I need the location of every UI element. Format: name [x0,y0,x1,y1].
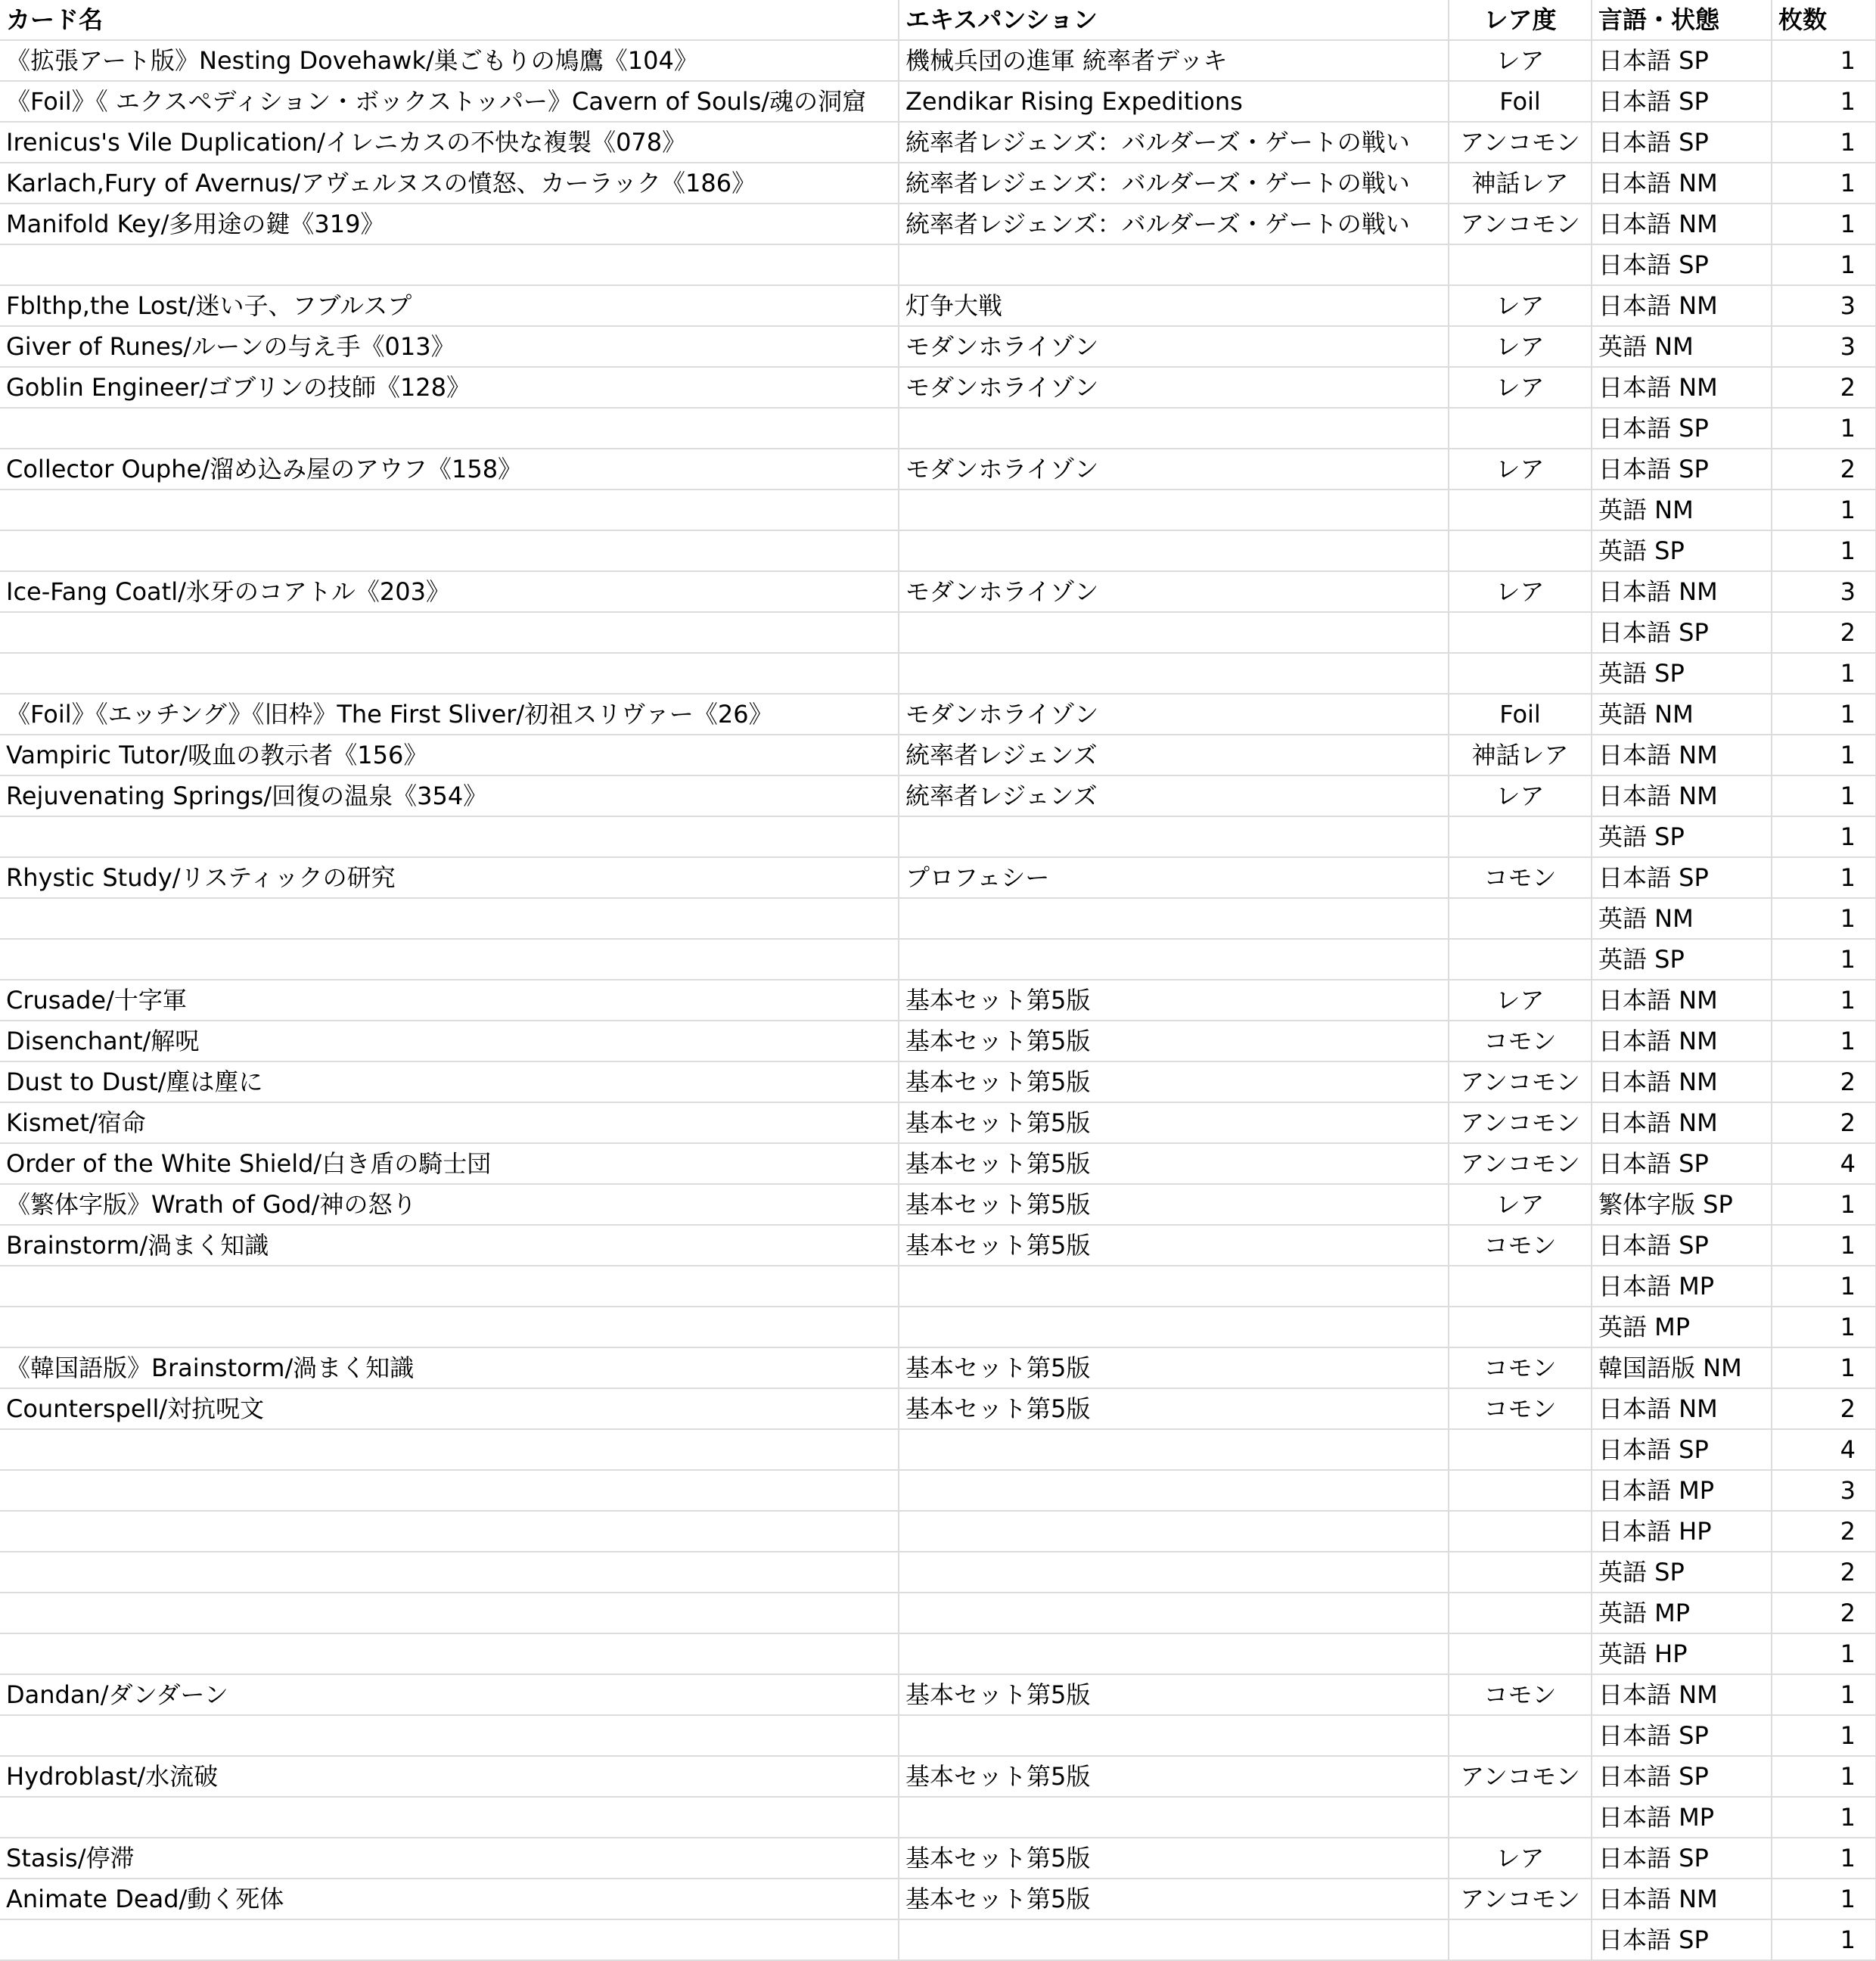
cell-rarity: コモン [1449,1225,1592,1266]
cell-expansion: 統率者レジェンズ [899,735,1449,775]
cell-language-condition: 英語 HP [1592,1633,1772,1674]
cell-expansion [899,1593,1449,1633]
table-row [0,1470,1876,1511]
cell-expansion: 基本セット第5版 [899,1225,1449,1266]
cell-language-condition: 日本語 NM [1592,1879,1772,1919]
cell-quantity: 1 [1772,653,1876,694]
cell-card-name: 《韓国語版》Brainstorm/渦まく知識 [0,1347,899,1388]
cell-language-condition: 日本語 NM [1592,980,1772,1021]
cell-expansion: 基本セット第5版 [899,1838,1449,1879]
cell-language-condition: 日本語 NM [1592,204,1772,244]
table-row [0,1593,1876,1633]
cell-rarity: コモン [1449,1021,1592,1061]
cell-card-name: Vampiric Tutor/吸血の教示者《156》 [0,735,899,775]
cell-rarity [1449,898,1592,939]
cell-quantity: 1 [1772,1756,1876,1797]
cell-card-name [0,1633,899,1674]
cell-expansion: 基本セット第5版 [899,1879,1449,1919]
cell-expansion: モダンホライゾン [899,326,1449,367]
cell-quantity: 1 [1772,1021,1876,1061]
cell-quantity: 3 [1772,571,1876,612]
cell-rarity: アンコモン [1449,204,1592,244]
table-row [0,612,1876,653]
cell-rarity [1449,653,1592,694]
cell-quantity: 4 [1772,1143,1876,1184]
cell-quantity: 1 [1772,244,1876,285]
cell-language-condition: 日本語 NM [1592,285,1772,326]
cell-language-condition: 英語 SP [1592,1552,1772,1593]
cell-card-name: Dust to Dust/塵は塵に [0,1061,899,1102]
cell-quantity: 2 [1772,1552,1876,1593]
cell-rarity: アンコモン [1449,1102,1592,1143]
cell-quantity: 1 [1772,204,1876,244]
cell-quantity: 1 [1772,122,1876,163]
cell-card-name: Irenicus's Vile Duplication/イレニカスの不快な複製《078》 [0,122,899,163]
cell-card-name [0,1470,899,1511]
cell-language-condition: 英語 MP [1592,1307,1772,1347]
cell-language-condition: 日本語 NM [1592,1388,1772,1429]
cell-quantity: 1 [1772,694,1876,735]
cell-quantity: 2 [1772,1593,1876,1633]
cell-rarity: レア [1449,367,1592,408]
cell-rarity: 神話レア [1449,735,1592,775]
cell-language-condition: 英語 SP [1592,939,1772,980]
cell-rarity: レア [1449,571,1592,612]
cell-language-condition: 日本語 SP [1592,857,1772,898]
cell-card-name [0,653,899,694]
cell-card-name [0,1797,899,1838]
table-header [0,0,1876,40]
cell-language-condition: 日本語 SP [1592,1143,1772,1184]
cell-quantity: 1 [1772,1797,1876,1838]
cell-rarity: アンコモン [1449,1143,1592,1184]
cell-rarity: レア [1449,1838,1592,1879]
cell-rarity [1449,816,1592,857]
cell-language-condition: 日本語 SP [1592,1838,1772,1879]
cell-rarity [1449,530,1592,571]
cell-language-condition: 日本語 MP [1592,1266,1772,1307]
table-row [0,1552,1876,1593]
cell-card-name: Giver of Runes/ルーンの与え手《013》 [0,326,899,367]
cell-rarity [1449,1511,1592,1552]
cell-language-condition: 繁体字版 SP [1592,1184,1772,1225]
cell-quantity: 3 [1772,326,1876,367]
cell-language-condition: 英語 NM [1592,489,1772,530]
table-row [0,1633,1876,1674]
cell-expansion [899,653,1449,694]
table-row [0,40,1876,81]
cell-card-name: Disenchant/解呪 [0,1021,899,1061]
cell-rarity: Foil [1449,694,1592,735]
table-row [0,530,1876,571]
cell-quantity: 1 [1772,816,1876,857]
header-quantity: 枚数 [1772,0,1876,40]
cell-rarity [1449,1429,1592,1470]
cell-expansion: 基本セット第5版 [899,1102,1449,1143]
cell-quantity: 1 [1772,775,1876,816]
cell-expansion [899,1511,1449,1552]
cell-quantity: 1 [1772,1838,1876,1879]
cell-expansion: 基本セット第5版 [899,1388,1449,1429]
cell-card-name: Collector Ouphe/溜め込み屋のアウフ《158》 [0,449,899,489]
cell-language-condition: 日本語 NM [1592,1674,1772,1715]
cell-quantity: 1 [1772,40,1876,81]
cell-card-name [0,1715,899,1756]
table-row [0,939,1876,980]
cell-quantity: 4 [1772,1429,1876,1470]
table-row [0,775,1876,816]
cell-expansion [899,1633,1449,1674]
table-row [0,1756,1876,1797]
table-row [0,571,1876,612]
cell-language-condition: 日本語 SP [1592,122,1772,163]
cell-language-condition: 英語 SP [1592,530,1772,571]
header-language-condition: 言語・状態 [1592,0,1772,40]
cell-rarity: アンコモン [1449,122,1592,163]
cell-rarity [1449,1470,1592,1511]
cell-rarity [1449,1919,1592,1960]
cell-rarity: レア [1449,449,1592,489]
cell-rarity [1449,408,1592,449]
cell-quantity: 2 [1772,612,1876,653]
cell-quantity: 1 [1772,939,1876,980]
table-row [0,163,1876,204]
table-row [0,857,1876,898]
cell-card-name [0,612,899,653]
table-row [0,1021,1876,1061]
cell-card-name [0,816,899,857]
cell-language-condition: 日本語 HP [1592,1511,1772,1552]
cell-language-condition: 日本語 SP [1592,449,1772,489]
cell-quantity: 1 [1772,1184,1876,1225]
cell-expansion: Zendikar Rising Expeditions [899,81,1449,122]
cell-expansion [899,244,1449,285]
table-row [0,367,1876,408]
cell-quantity: 1 [1772,857,1876,898]
cell-quantity: 1 [1772,1674,1876,1715]
cell-expansion: プロフェシー [899,857,1449,898]
cell-rarity: アンコモン [1449,1756,1592,1797]
cell-expansion [899,1266,1449,1307]
cell-quantity: 2 [1772,367,1876,408]
table-row [0,1184,1876,1225]
table-row [0,1429,1876,1470]
cell-expansion: 統率者レジェンズ [899,775,1449,816]
cell-quantity: 1 [1772,898,1876,939]
cell-language-condition: 日本語 SP [1592,1919,1772,1960]
table-row [0,326,1876,367]
header-rarity: レア度 [1449,0,1592,40]
cell-rarity: コモン [1449,1347,1592,1388]
cell-card-name [0,1919,899,1960]
cell-rarity [1449,939,1592,980]
cell-quantity: 3 [1772,1470,1876,1511]
cell-rarity [1449,1307,1592,1347]
cell-language-condition: 英語 NM [1592,326,1772,367]
cell-language-condition: 日本語 SP [1592,612,1772,653]
cell-expansion: 灯争大戦 [899,285,1449,326]
cell-card-name: Counterspell/対抗呪文 [0,1388,899,1429]
cell-expansion: 基本セット第5版 [899,1674,1449,1715]
cell-card-name: Dandan/ダンダーン [0,1674,899,1715]
cell-rarity: レア [1449,40,1592,81]
cell-language-condition: 英語 NM [1592,898,1772,939]
cell-card-name: Rhystic Study/リスティックの研究 [0,857,899,898]
cell-language-condition: 日本語 SP [1592,1756,1772,1797]
cell-rarity [1449,1633,1592,1674]
cell-language-condition: 日本語 SP [1592,1225,1772,1266]
cell-expansion [899,1919,1449,1960]
cell-expansion: モダンホライゾン [899,449,1449,489]
cell-card-name [0,244,899,285]
table-body [0,40,1876,1960]
cell-card-name [0,1266,899,1307]
table-row [0,1266,1876,1307]
table-row [0,1511,1876,1552]
cell-card-name: Rejuvenating Springs/回復の温泉《354》 [0,775,899,816]
cell-card-name: Goblin Engineer/ゴブリンの技師《128》 [0,367,899,408]
table-row [0,1347,1876,1388]
cell-expansion: 基本セット第5版 [899,1021,1449,1061]
cell-language-condition: 日本語 NM [1592,775,1772,816]
cell-quantity: 1 [1772,1633,1876,1674]
cell-quantity: 1 [1772,980,1876,1021]
cell-language-condition: 日本語 SP [1592,1715,1772,1756]
cell-language-condition: 日本語 NM [1592,163,1772,204]
cell-expansion [899,1307,1449,1347]
header-row [0,0,1876,40]
cell-card-name [0,898,899,939]
table-row [0,1919,1876,1960]
cell-rarity [1449,1266,1592,1307]
cell-card-name: Hydroblast/水流破 [0,1756,899,1797]
table-row [0,735,1876,775]
cell-quantity: 1 [1772,735,1876,775]
table-row [0,653,1876,694]
table-row [0,1838,1876,1879]
cell-expansion [899,939,1449,980]
cell-rarity [1449,1552,1592,1593]
cell-expansion: 基本セット第5版 [899,1184,1449,1225]
cell-rarity: レア [1449,326,1592,367]
cell-expansion: 統率者レジェンズ：バルダーズ・ゲートの戦い [899,122,1449,163]
cell-rarity [1449,489,1592,530]
cell-expansion [899,898,1449,939]
cell-expansion: 基本セット第5版 [899,980,1449,1021]
cell-quantity: 1 [1772,489,1876,530]
table-row [0,1061,1876,1102]
cell-card-name: Kismet/宿命 [0,1102,899,1143]
cell-quantity: 2 [1772,449,1876,489]
table-row [0,1225,1876,1266]
table-row [0,285,1876,326]
cell-card-name [0,1429,899,1470]
cell-rarity: アンコモン [1449,1879,1592,1919]
cell-quantity: 1 [1772,81,1876,122]
cell-expansion [899,1797,1449,1838]
cell-language-condition: 英語 SP [1592,816,1772,857]
cell-expansion: モダンホライゾン [899,571,1449,612]
cell-rarity: Foil [1449,81,1592,122]
table-row [0,408,1876,449]
cell-language-condition: 日本語 MP [1592,1797,1772,1838]
cell-card-name: Fblthp,the Lost/迷い子、フブルスプ [0,285,899,326]
cell-card-name [0,408,899,449]
cell-rarity: レア [1449,285,1592,326]
cell-rarity: レア [1449,980,1592,1021]
table-row [0,980,1876,1021]
cell-card-name: Karlach,Fury of Avernus/アヴェルヌスの憤怒、カーラック《186》 [0,163,899,204]
cell-rarity [1449,612,1592,653]
cell-rarity: コモン [1449,1674,1592,1715]
table-row [0,449,1876,489]
cell-language-condition: 日本語 SP [1592,408,1772,449]
cell-rarity: レア [1449,1184,1592,1225]
cell-quantity: 1 [1772,1919,1876,1960]
cell-quantity: 1 [1772,530,1876,571]
cell-card-name [0,489,899,530]
cell-card-name [0,1593,899,1633]
cell-language-condition: 英語 NM [1592,694,1772,735]
cell-quantity: 1 [1772,1879,1876,1919]
cell-card-name: Manifold Key/多用途の鍵《319》 [0,204,899,244]
table-row [0,1388,1876,1429]
cell-language-condition: 日本語 SP [1592,1429,1772,1470]
table-row [0,1797,1876,1838]
cell-expansion: モダンホライゾン [899,367,1449,408]
cell-rarity [1449,1715,1592,1756]
cell-card-name: 《Foil》《 エクスペディション・ボックストッパー》Cavern of Souls/魂の洞窟 [0,81,899,122]
cell-language-condition: 日本語 SP [1592,40,1772,81]
cell-rarity: コモン [1449,1388,1592,1429]
cell-card-name: Animate Dead/動く死体 [0,1879,899,1919]
cell-language-condition: 韓国語版 NM [1592,1347,1772,1388]
cell-rarity [1449,1797,1592,1838]
cell-card-name: 《繁体字版》Wrath of God/神の怒り [0,1184,899,1225]
cell-quantity: 1 [1772,1347,1876,1388]
cell-card-name [0,1552,899,1593]
table-row [0,816,1876,857]
table-row [0,1715,1876,1756]
cell-rarity: 神話レア [1449,163,1592,204]
cell-quantity: 2 [1772,1388,1876,1429]
cell-quantity: 1 [1772,1225,1876,1266]
cell-expansion [899,612,1449,653]
cell-rarity [1449,1593,1592,1633]
cell-quantity: 2 [1772,1102,1876,1143]
table-row [0,694,1876,735]
cell-expansion [899,1715,1449,1756]
cell-card-name: Ice-Fang Coatl/氷牙のコアトル《203》 [0,571,899,612]
cell-card-name [0,1307,899,1347]
table-row [0,244,1876,285]
cell-expansion: 基本セット第5版 [899,1143,1449,1184]
cell-expansion: 基本セット第5版 [899,1756,1449,1797]
cell-language-condition: 日本語 NM [1592,735,1772,775]
table-row [0,1879,1876,1919]
table-row [0,122,1876,163]
cell-card-name: 《Foil》《エッチング》《旧枠》The First Sliver/初祖スリヴァー《26》 [0,694,899,735]
cell-rarity: アンコモン [1449,1061,1592,1102]
cell-card-name: Brainstorm/渦まく知識 [0,1225,899,1266]
table-row [0,81,1876,122]
table-row [0,1307,1876,1347]
cell-expansion [899,1429,1449,1470]
cell-language-condition: 日本語 NM [1592,367,1772,408]
cell-rarity: コモン [1449,857,1592,898]
cell-quantity: 1 [1772,1715,1876,1756]
cell-quantity: 1 [1772,163,1876,204]
table-row [0,1143,1876,1184]
cell-quantity: 1 [1772,1307,1876,1347]
cell-rarity [1449,244,1592,285]
header-expansion: エキスパンション [899,0,1449,40]
table-row [0,489,1876,530]
cell-quantity: 2 [1772,1511,1876,1552]
cell-card-name: Crusade/十字軍 [0,980,899,1021]
cell-card-name: 《拡張アート版》Nesting Dovehawk/巣ごもりの鳩鷹《104》 [0,40,899,81]
cell-quantity: 2 [1772,1061,1876,1102]
cell-quantity: 1 [1772,1266,1876,1307]
cell-language-condition: 日本語 NM [1592,1102,1772,1143]
cell-expansion [899,489,1449,530]
cell-expansion: モダンホライゾン [899,694,1449,735]
cell-language-condition: 日本語 NM [1592,1021,1772,1061]
cell-language-condition: 日本語 SP [1592,244,1772,285]
cell-expansion [899,1470,1449,1511]
table-row [0,898,1876,939]
table-row [0,1102,1876,1143]
cell-expansion: 基本セット第5版 [899,1061,1449,1102]
table-row [0,204,1876,244]
cell-card-name: Order of the White Shield/白き盾の騎士団 [0,1143,899,1184]
cell-card-name [0,1511,899,1552]
cell-language-condition: 英語 MP [1592,1593,1772,1633]
cell-language-condition: 英語 SP [1592,653,1772,694]
cell-expansion [899,530,1449,571]
cell-quantity: 3 [1772,285,1876,326]
header-card-name: カード名 [0,0,899,40]
cell-expansion [899,408,1449,449]
cell-language-condition: 日本語 SP [1592,81,1772,122]
cell-expansion: 統率者レジェンズ：バルダーズ・ゲートの戦い [899,204,1449,244]
cell-quantity: 1 [1772,408,1876,449]
cell-expansion: 機械兵団の進軍 統率者デッキ [899,40,1449,81]
cell-expansion: 基本セット第5版 [899,1347,1449,1388]
cell-language-condition: 日本語 NM [1592,571,1772,612]
cell-expansion [899,816,1449,857]
cell-language-condition: 日本語 MP [1592,1470,1772,1511]
cell-card-name [0,530,899,571]
cell-card-name: Stasis/停滞 [0,1838,899,1879]
cell-language-condition: 日本語 NM [1592,1061,1772,1102]
cell-card-name [0,939,899,980]
cell-rarity: レア [1449,775,1592,816]
table-row [0,1674,1876,1715]
cell-expansion: 統率者レジェンズ：バルダーズ・ゲートの戦い [899,163,1449,204]
cell-expansion [899,1552,1449,1593]
